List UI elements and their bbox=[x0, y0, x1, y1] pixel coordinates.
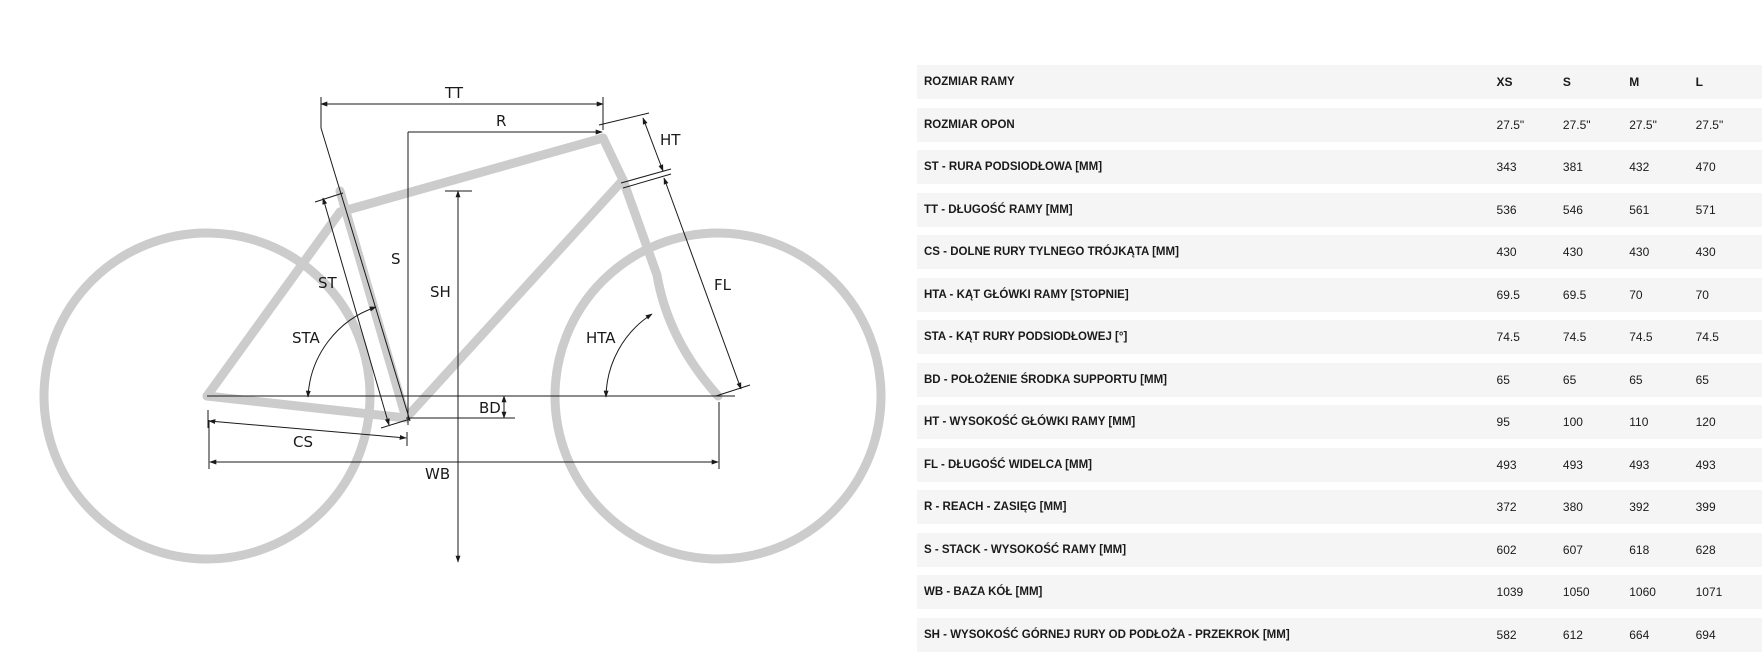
seat-stay bbox=[207, 212, 340, 396]
row-value: 470 bbox=[1695, 160, 1716, 174]
ht-label: HT bbox=[660, 131, 681, 149]
row-label: FL - DŁUGOŚĆ WIDELCA [MM] bbox=[924, 458, 1093, 471]
table-row bbox=[917, 405, 1762, 439]
chain-stay bbox=[207, 396, 406, 418]
table-row bbox=[917, 618, 1762, 652]
row-value: 694 bbox=[1695, 627, 1716, 642]
row-value: 1060 bbox=[1629, 585, 1656, 599]
cs-label: CS bbox=[293, 433, 313, 451]
st-label: ST bbox=[318, 274, 337, 292]
row-value: 381 bbox=[1562, 160, 1583, 174]
row-label: HT - WYSOKOŚĆ GŁÓWKI RAMY [MM] bbox=[924, 416, 1136, 428]
row-value: 65 bbox=[1496, 372, 1510, 387]
row-value: 1071 bbox=[1695, 585, 1723, 599]
table-row bbox=[917, 448, 1762, 482]
header-label: ROZMIAR RAMY bbox=[924, 76, 1015, 88]
row-value: 432 bbox=[1629, 160, 1650, 174]
row-value: 536 bbox=[1496, 202, 1517, 217]
row-value: 27.5" bbox=[1695, 117, 1724, 132]
row-label: CS - DOLNE RURY TYLNEGO TRÓJKĄTA [MM] bbox=[924, 246, 1179, 258]
table-row bbox=[917, 533, 1762, 567]
table-header-row bbox=[917, 65, 1762, 99]
row-value: 618 bbox=[1629, 542, 1650, 557]
sta-label: STA bbox=[292, 329, 320, 347]
row-value: 65 bbox=[1562, 372, 1577, 387]
fl-label: FL bbox=[714, 276, 731, 294]
top-tube bbox=[340, 138, 603, 212]
table-row bbox=[917, 363, 1762, 397]
row-label: TT - DŁUGOŚĆ RAMY [MM] bbox=[924, 203, 1073, 216]
row-value: 664 bbox=[1629, 627, 1650, 642]
row-value: 70 bbox=[1695, 287, 1709, 302]
geometry-table bbox=[917, 65, 1762, 660]
row-value: 65 bbox=[1695, 372, 1709, 387]
row-value: 602 bbox=[1496, 542, 1517, 557]
row-value: 74.5 bbox=[1562, 330, 1587, 344]
row-value: 70 bbox=[1629, 287, 1643, 302]
row-label: S - STACK - WYSOKOŚĆ RAMY [MM] bbox=[924, 543, 1127, 556]
bike-frame bbox=[207, 138, 718, 418]
s-label: S bbox=[391, 250, 401, 268]
row-value: 493 bbox=[1629, 457, 1650, 472]
row-value: 493 bbox=[1562, 457, 1583, 472]
row-label: WB - BAZA KÓŁ [MM] bbox=[924, 586, 1043, 598]
row-value: 607 bbox=[1562, 542, 1583, 557]
sh-dimension bbox=[430, 191, 472, 562]
hta-label: HTA bbox=[586, 329, 616, 347]
row-value: 380 bbox=[1562, 500, 1583, 514]
row-value: 110 bbox=[1629, 415, 1649, 429]
row-value: 392 bbox=[1629, 500, 1650, 514]
table-row bbox=[917, 278, 1762, 312]
row-label: ROZMIAR OPON bbox=[924, 118, 1015, 131]
table-row bbox=[917, 193, 1762, 227]
row-value: 27.5" bbox=[1496, 117, 1525, 132]
row-value: 343 bbox=[1496, 160, 1517, 174]
row-value: 561 bbox=[1629, 202, 1650, 217]
row-label: HTA - KĄT GŁÓWKI RAMY [STOPNIE] bbox=[924, 288, 1129, 301]
row-value: 571 bbox=[1695, 202, 1716, 217]
row-value: 74.5 bbox=[1695, 330, 1719, 344]
tt-label: TT bbox=[445, 84, 464, 102]
stack-dimension bbox=[391, 250, 401, 268]
table-row bbox=[917, 575, 1762, 609]
fl-dimension bbox=[664, 178, 750, 396]
row-value: 546 bbox=[1562, 202, 1583, 217]
table-row bbox=[917, 320, 1762, 354]
row-value: 74.5 bbox=[1496, 330, 1520, 344]
row-value: 430 bbox=[1496, 245, 1517, 259]
row-value: 493 bbox=[1496, 457, 1517, 472]
row-value: 100 bbox=[1562, 415, 1583, 429]
row-label: STA - KĄT RURY PODSIODŁOWEJ [°] bbox=[924, 331, 1128, 343]
table-row bbox=[917, 108, 1762, 142]
r-label: R bbox=[496, 112, 507, 130]
size-header-0: XS bbox=[1496, 75, 1513, 89]
row-value: 430 bbox=[1562, 245, 1583, 259]
row-value: 1039 bbox=[1496, 585, 1524, 599]
row-value: 65 bbox=[1629, 372, 1643, 387]
table-row bbox=[917, 235, 1762, 269]
row-value: 120 bbox=[1695, 415, 1716, 429]
row-value: 69.5 bbox=[1562, 287, 1587, 302]
table-row bbox=[917, 490, 1762, 524]
row-value: 74.5 bbox=[1629, 330, 1653, 344]
table-row bbox=[917, 150, 1762, 184]
row-label: ST - RURA PODSIODŁOWA [MM] bbox=[924, 161, 1103, 173]
wb-label: WB bbox=[425, 465, 451, 483]
row-value: 628 bbox=[1695, 542, 1716, 557]
row-label: R - REACH - ZASIĘG [MM] bbox=[924, 501, 1067, 513]
size-header-2: M bbox=[1629, 75, 1640, 89]
size-header-3: L bbox=[1695, 75, 1703, 89]
row-value: 493 bbox=[1695, 457, 1716, 472]
head-tube bbox=[603, 138, 623, 180]
row-value: 612 bbox=[1562, 627, 1583, 642]
row-value: 69.5 bbox=[1496, 287, 1520, 302]
row-label: SH - WYSOKOŚĆ GÓRNEJ RURY OD PODŁOŻA - PRZEKROK [MM] bbox=[924, 628, 1290, 641]
row-value: 1050 bbox=[1562, 585, 1590, 599]
wb-dimension bbox=[209, 402, 719, 483]
row-value: 372 bbox=[1496, 500, 1517, 514]
hta-angle bbox=[207, 314, 735, 397]
row-value: 399 bbox=[1695, 500, 1716, 514]
row-value: 27.5" bbox=[1562, 117, 1591, 132]
bd-label: BD bbox=[479, 399, 501, 417]
row-value: 95 bbox=[1496, 415, 1510, 429]
row-label: BD - POŁOŻENIE ŚRODKA SUPPORTU [MM] bbox=[924, 373, 1167, 386]
row-value: 430 bbox=[1629, 245, 1650, 259]
sh-label: SH bbox=[430, 283, 451, 301]
size-header-1: S bbox=[1562, 75, 1571, 89]
row-value: 582 bbox=[1496, 627, 1517, 642]
row-value: 430 bbox=[1695, 245, 1716, 259]
row-value: 27.5" bbox=[1629, 117, 1657, 132]
